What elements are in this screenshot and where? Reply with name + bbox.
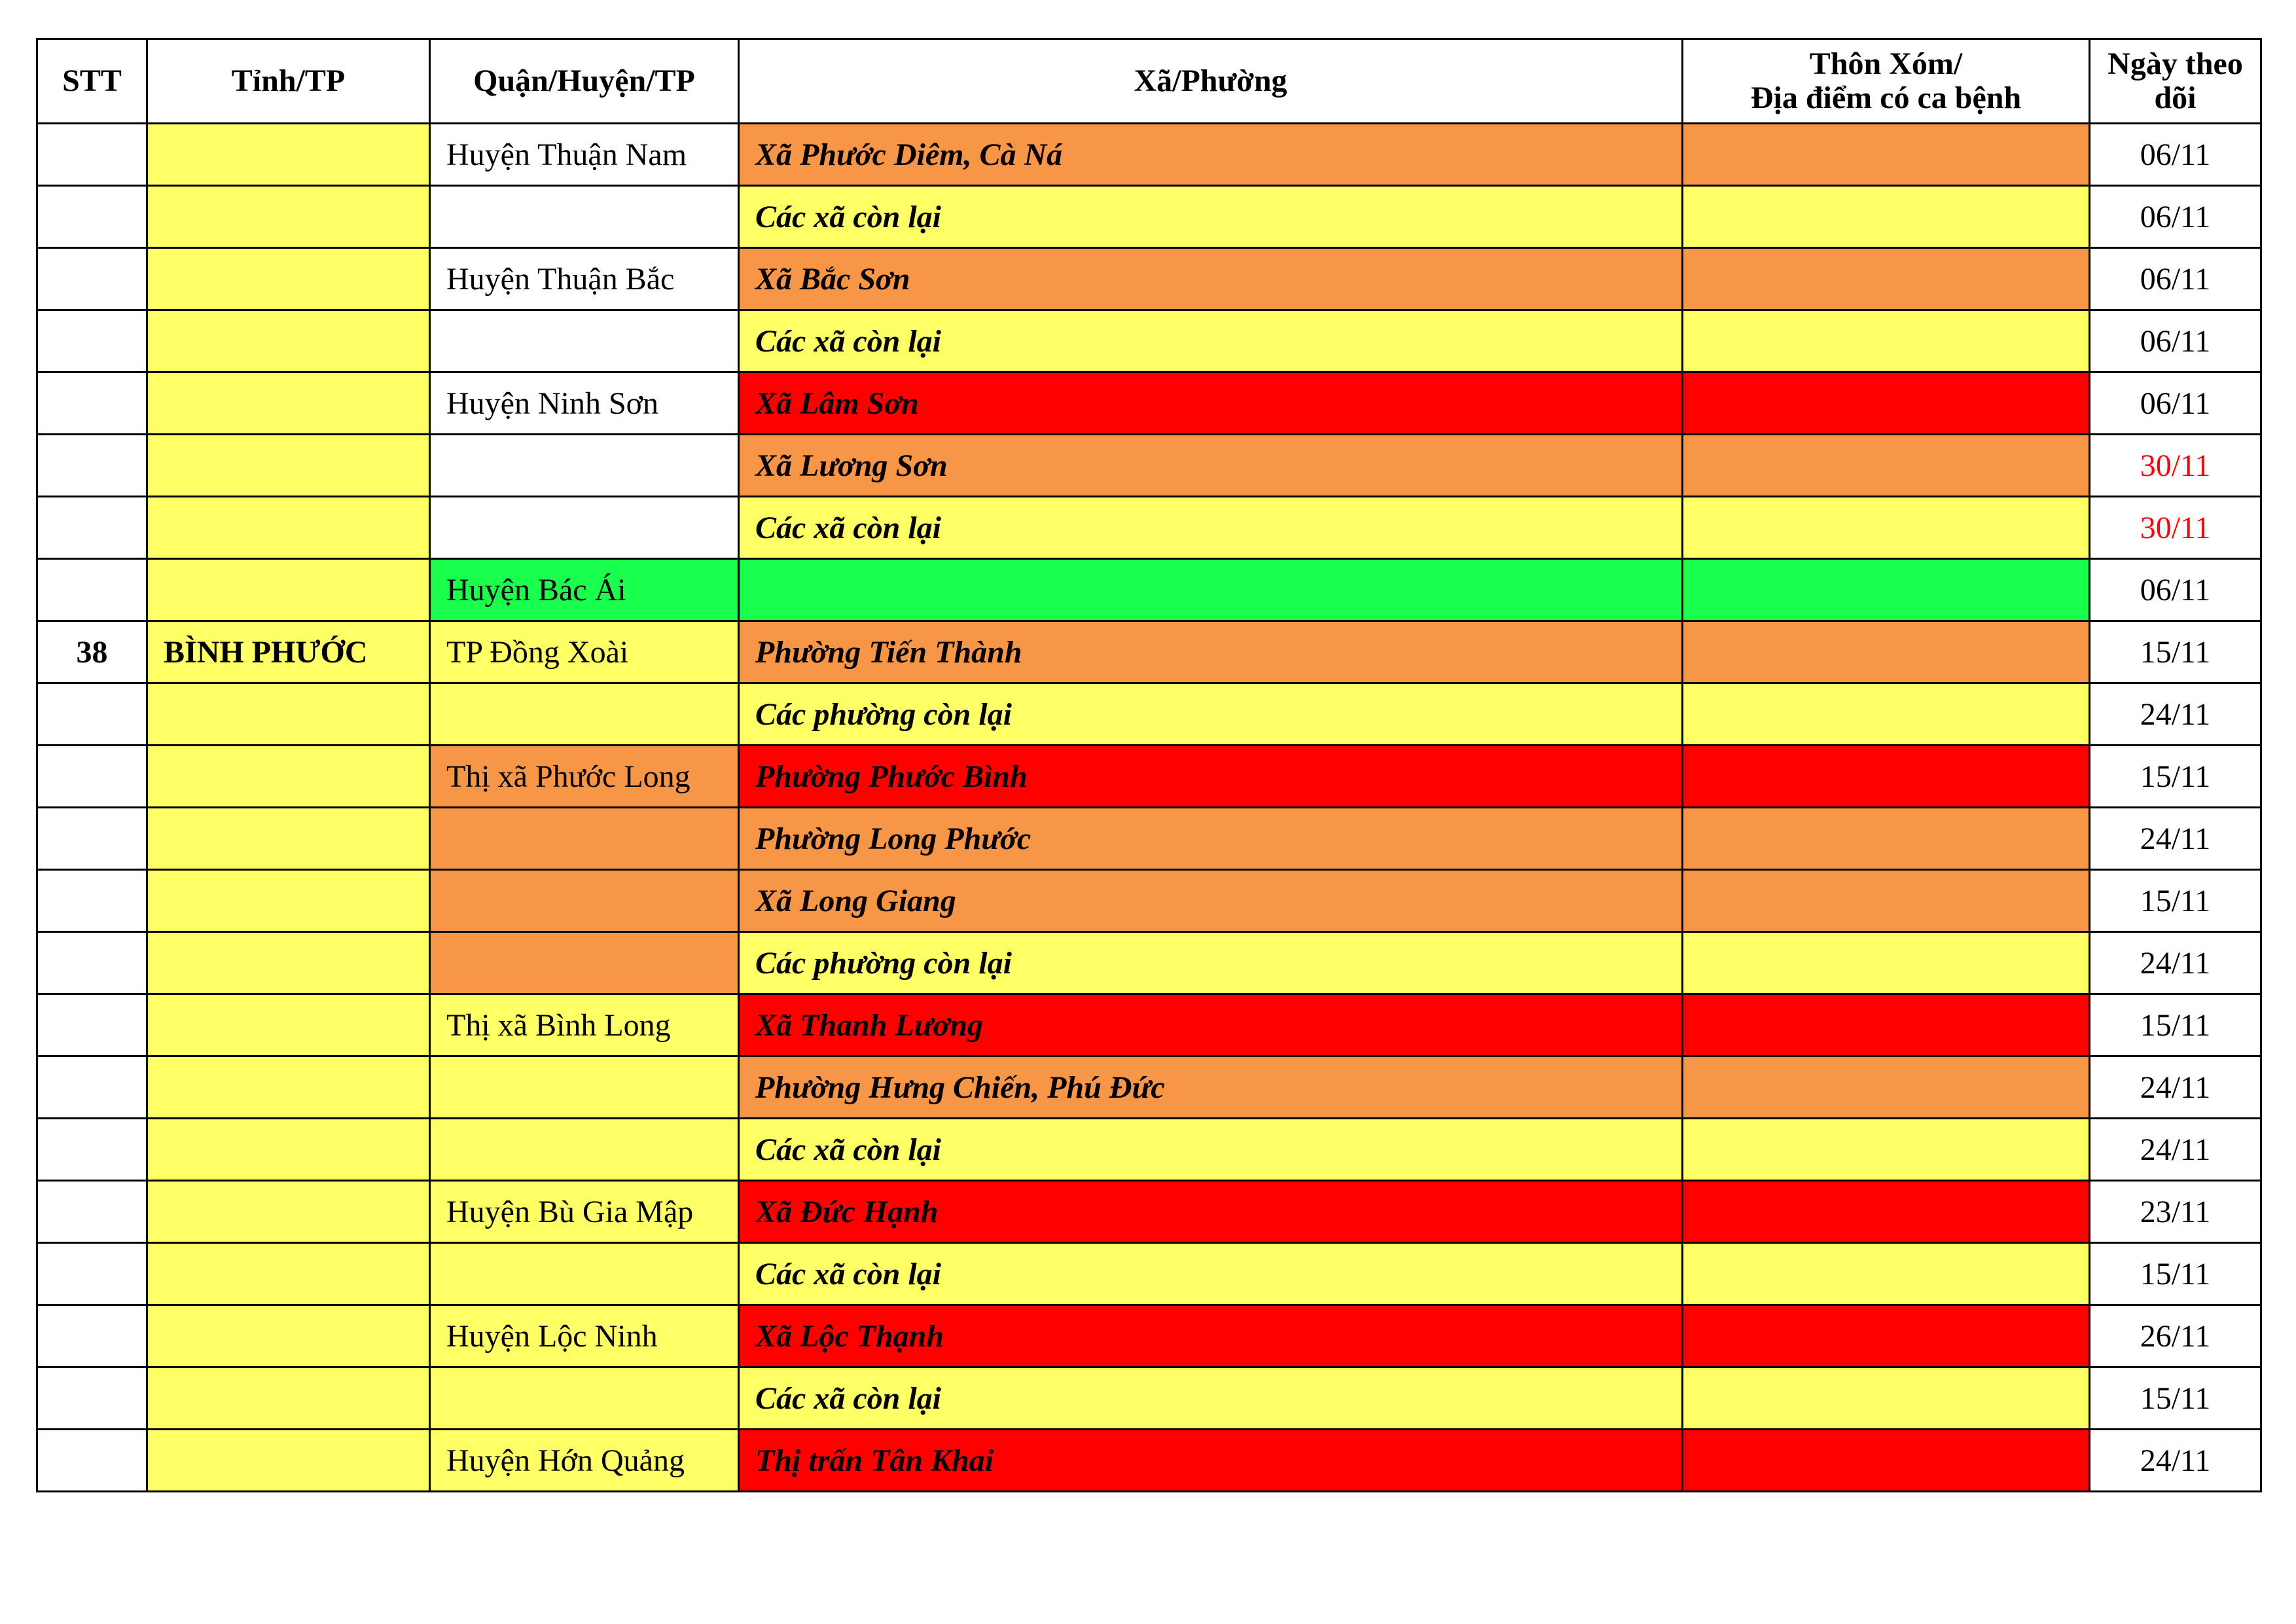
table-row bbox=[37, 372, 2261, 435]
cell-thon bbox=[1683, 310, 2090, 372]
header-xa: Xã/Phường bbox=[739, 39, 1683, 124]
cell-stt bbox=[37, 683, 147, 746]
cell-xa: Xã Phước Diêm, Cà Ná bbox=[739, 124, 1683, 186]
cell-xa: Các xã còn lại bbox=[739, 1243, 1683, 1305]
cell-xa: Xã Lộc Thạnh bbox=[739, 1305, 1683, 1367]
cell-tinh bbox=[147, 497, 430, 559]
cell-huyen bbox=[430, 870, 739, 932]
cell-tinh bbox=[147, 1367, 430, 1430]
cell-ngay: 15/11 bbox=[2090, 746, 2261, 808]
cell-thon bbox=[1683, 186, 2090, 248]
cell-thon bbox=[1683, 1181, 2090, 1243]
cell-xa: Các xã còn lại bbox=[739, 1367, 1683, 1430]
cell-huyen: Huyện Thuận Nam bbox=[430, 124, 739, 186]
cell-thon bbox=[1683, 870, 2090, 932]
cell-stt bbox=[37, 497, 147, 559]
cell-ngay: 15/11 bbox=[2090, 994, 2261, 1056]
cell-tinh bbox=[147, 932, 430, 994]
cell-thon bbox=[1683, 1305, 2090, 1367]
table-row bbox=[37, 1119, 2261, 1181]
table-row bbox=[37, 1056, 2261, 1119]
cell-xa: Các phường còn lại bbox=[739, 683, 1683, 746]
table-row bbox=[37, 994, 2261, 1056]
cell-thon bbox=[1683, 1367, 2090, 1430]
table-row bbox=[37, 1243, 2261, 1305]
cell-huyen: Huyện Bù Gia Mập bbox=[430, 1181, 739, 1243]
cell-ngay: 15/11 bbox=[2090, 1243, 2261, 1305]
cell-ngay: 24/11 bbox=[2090, 1119, 2261, 1181]
cell-huyen: Thị xã Phước Long bbox=[430, 746, 739, 808]
cell-huyen bbox=[430, 1367, 739, 1430]
cell-stt bbox=[37, 310, 147, 372]
table-row bbox=[37, 932, 2261, 994]
table-header-row bbox=[37, 39, 2261, 124]
cell-huyen bbox=[430, 435, 739, 497]
cell-tinh bbox=[147, 435, 430, 497]
cell-xa bbox=[739, 559, 1683, 621]
cell-tinh bbox=[147, 1430, 430, 1492]
table-body bbox=[37, 124, 2261, 1492]
cell-xa: Xã Long Giang bbox=[739, 870, 1683, 932]
cell-stt bbox=[37, 808, 147, 870]
cell-stt bbox=[37, 186, 147, 248]
cell-ngay: 06/11 bbox=[2090, 124, 2261, 186]
header-tinh: Tỉnh/TP bbox=[147, 39, 430, 124]
cell-thon bbox=[1683, 746, 2090, 808]
cell-tinh bbox=[147, 1305, 430, 1367]
header-thon-line1: Thôn Xóm/ bbox=[1809, 46, 1963, 81]
table-row bbox=[37, 746, 2261, 808]
cell-huyen bbox=[430, 683, 739, 746]
cell-tinh bbox=[147, 186, 430, 248]
table-row bbox=[37, 248, 2261, 310]
cell-stt bbox=[37, 1305, 147, 1367]
document-page bbox=[36, 38, 2260, 1492]
cell-huyen bbox=[430, 186, 739, 248]
cell-thon bbox=[1683, 248, 2090, 310]
cell-ngay: 06/11 bbox=[2090, 372, 2261, 435]
cell-thon bbox=[1683, 124, 2090, 186]
cell-tinh bbox=[147, 1181, 430, 1243]
table-row bbox=[37, 683, 2261, 746]
cell-tinh bbox=[147, 746, 430, 808]
cell-huyen bbox=[430, 497, 739, 559]
cell-tinh bbox=[147, 372, 430, 435]
header-stt: STT bbox=[37, 39, 147, 124]
cell-stt bbox=[37, 870, 147, 932]
cell-thon bbox=[1683, 559, 2090, 621]
header-huyen: Quận/Huyện/TP bbox=[430, 39, 739, 124]
cell-ngay: 24/11 bbox=[2090, 1056, 2261, 1119]
table-row bbox=[37, 559, 2261, 621]
cell-stt bbox=[37, 372, 147, 435]
cell-xa: Các phường còn lại bbox=[739, 932, 1683, 994]
table-row bbox=[37, 870, 2261, 932]
cell-xa: Xã Đức Hạnh bbox=[739, 1181, 1683, 1243]
cell-xa: Phường Phước Bình bbox=[739, 746, 1683, 808]
cell-thon bbox=[1683, 808, 2090, 870]
cell-xa: Xã Lương Sơn bbox=[739, 435, 1683, 497]
cell-xa: Các xã còn lại bbox=[739, 497, 1683, 559]
cell-ngay: 15/11 bbox=[2090, 621, 2261, 683]
cell-ngay: 15/11 bbox=[2090, 1367, 2261, 1430]
cell-xa: Các xã còn lại bbox=[739, 310, 1683, 372]
cell-tinh bbox=[147, 1119, 430, 1181]
cell-ngay: 06/11 bbox=[2090, 248, 2261, 310]
cell-stt bbox=[37, 1243, 147, 1305]
cell-xa: Phường Hưng Chiến, Phú Đức bbox=[739, 1056, 1683, 1119]
cell-stt bbox=[37, 248, 147, 310]
table-row bbox=[37, 186, 2261, 248]
cell-thon bbox=[1683, 683, 2090, 746]
table-row bbox=[37, 1367, 2261, 1430]
cell-xa: Thị trấn Tân Khai bbox=[739, 1430, 1683, 1492]
cell-xa: Phường Long Phước bbox=[739, 808, 1683, 870]
cell-stt: 38 bbox=[37, 621, 147, 683]
cell-stt bbox=[37, 1119, 147, 1181]
cell-thon bbox=[1683, 497, 2090, 559]
cell-stt bbox=[37, 994, 147, 1056]
cell-stt bbox=[37, 435, 147, 497]
cell-xa: Xã Lâm Sơn bbox=[739, 372, 1683, 435]
table-row bbox=[37, 1305, 2261, 1367]
cell-ngay: 24/11 bbox=[2090, 932, 2261, 994]
cell-huyen: Thị xã Bình Long bbox=[430, 994, 739, 1056]
cell-tinh bbox=[147, 1056, 430, 1119]
cell-stt bbox=[37, 1181, 147, 1243]
cell-stt bbox=[37, 1056, 147, 1119]
table-row bbox=[37, 1430, 2261, 1492]
cell-stt bbox=[37, 1367, 147, 1430]
cell-ngay: 26/11 bbox=[2090, 1305, 2261, 1367]
cell-huyen: Huyện Hớn Quảng bbox=[430, 1430, 739, 1492]
cell-stt bbox=[37, 932, 147, 994]
table-row bbox=[37, 435, 2261, 497]
cell-huyen bbox=[430, 310, 739, 372]
cell-ngay: 23/11 bbox=[2090, 1181, 2261, 1243]
cell-xa: Các xã còn lại bbox=[739, 186, 1683, 248]
cell-huyen: Huyện Lộc Ninh bbox=[430, 1305, 739, 1367]
table-row bbox=[37, 124, 2261, 186]
cell-tinh bbox=[147, 124, 430, 186]
cell-tinh bbox=[147, 994, 430, 1056]
cell-thon bbox=[1683, 1056, 2090, 1119]
cell-tinh bbox=[147, 559, 430, 621]
cell-thon bbox=[1683, 932, 2090, 994]
cell-xa: Phường Tiến Thành bbox=[739, 621, 1683, 683]
cell-huyen bbox=[430, 808, 739, 870]
cell-thon bbox=[1683, 1430, 2090, 1492]
cell-xa: Các xã còn lại bbox=[739, 1119, 1683, 1181]
cell-tinh bbox=[147, 870, 430, 932]
cell-ngay: 30/11 bbox=[2090, 497, 2261, 559]
table-row bbox=[37, 310, 2261, 372]
cell-tinh bbox=[147, 808, 430, 870]
cell-ngay: 06/11 bbox=[2090, 559, 2261, 621]
cell-ngay: 15/11 bbox=[2090, 870, 2261, 932]
cell-thon bbox=[1683, 621, 2090, 683]
cell-ngay: 06/11 bbox=[2090, 310, 2261, 372]
cell-huyen bbox=[430, 1243, 739, 1305]
header-ngay-line1: Ngày theo bbox=[2108, 46, 2243, 81]
cell-stt bbox=[37, 746, 147, 808]
cell-xa: Xã Thanh Lương bbox=[739, 994, 1683, 1056]
cell-huyen bbox=[430, 932, 739, 994]
cell-huyen: Huyện Ninh Sơn bbox=[430, 372, 739, 435]
header-ngay-line2: dõi bbox=[2154, 81, 2197, 115]
cell-stt bbox=[37, 559, 147, 621]
cell-thon bbox=[1683, 435, 2090, 497]
cell-tinh bbox=[147, 248, 430, 310]
cell-ngay: 24/11 bbox=[2090, 1430, 2261, 1492]
cell-huyen: Huyện Bác Ái bbox=[430, 559, 739, 621]
cell-thon bbox=[1683, 994, 2090, 1056]
cell-thon bbox=[1683, 372, 2090, 435]
cell-tinh bbox=[147, 1243, 430, 1305]
cell-ngay: 30/11 bbox=[2090, 435, 2261, 497]
cell-ngay: 06/11 bbox=[2090, 186, 2261, 248]
header-thon-line2: Địa điểm có ca bệnh bbox=[1750, 81, 2022, 115]
table-row bbox=[37, 497, 2261, 559]
cell-stt bbox=[37, 1430, 147, 1492]
cell-huyen: Huyện Thuận Bắc bbox=[430, 248, 739, 310]
cell-thon bbox=[1683, 1119, 2090, 1181]
cell-tinh bbox=[147, 683, 430, 746]
table-row bbox=[37, 621, 2261, 683]
cell-thon bbox=[1683, 1243, 2090, 1305]
covid-risk-table bbox=[36, 38, 2262, 1492]
cell-huyen bbox=[430, 1119, 739, 1181]
cell-xa: Xã Bắc Sơn bbox=[739, 248, 1683, 310]
header-thon bbox=[1683, 39, 2090, 124]
cell-tinh bbox=[147, 310, 430, 372]
cell-stt bbox=[37, 124, 147, 186]
cell-ngay: 24/11 bbox=[2090, 808, 2261, 870]
cell-ngay: 24/11 bbox=[2090, 683, 2261, 746]
header-ngay bbox=[2090, 39, 2261, 124]
cell-huyen bbox=[430, 1056, 739, 1119]
table-row bbox=[37, 808, 2261, 870]
cell-huyen: TP Đồng Xoài bbox=[430, 621, 739, 683]
table-row bbox=[37, 1181, 2261, 1243]
cell-tinh: BÌNH PHƯỚC bbox=[147, 621, 430, 683]
